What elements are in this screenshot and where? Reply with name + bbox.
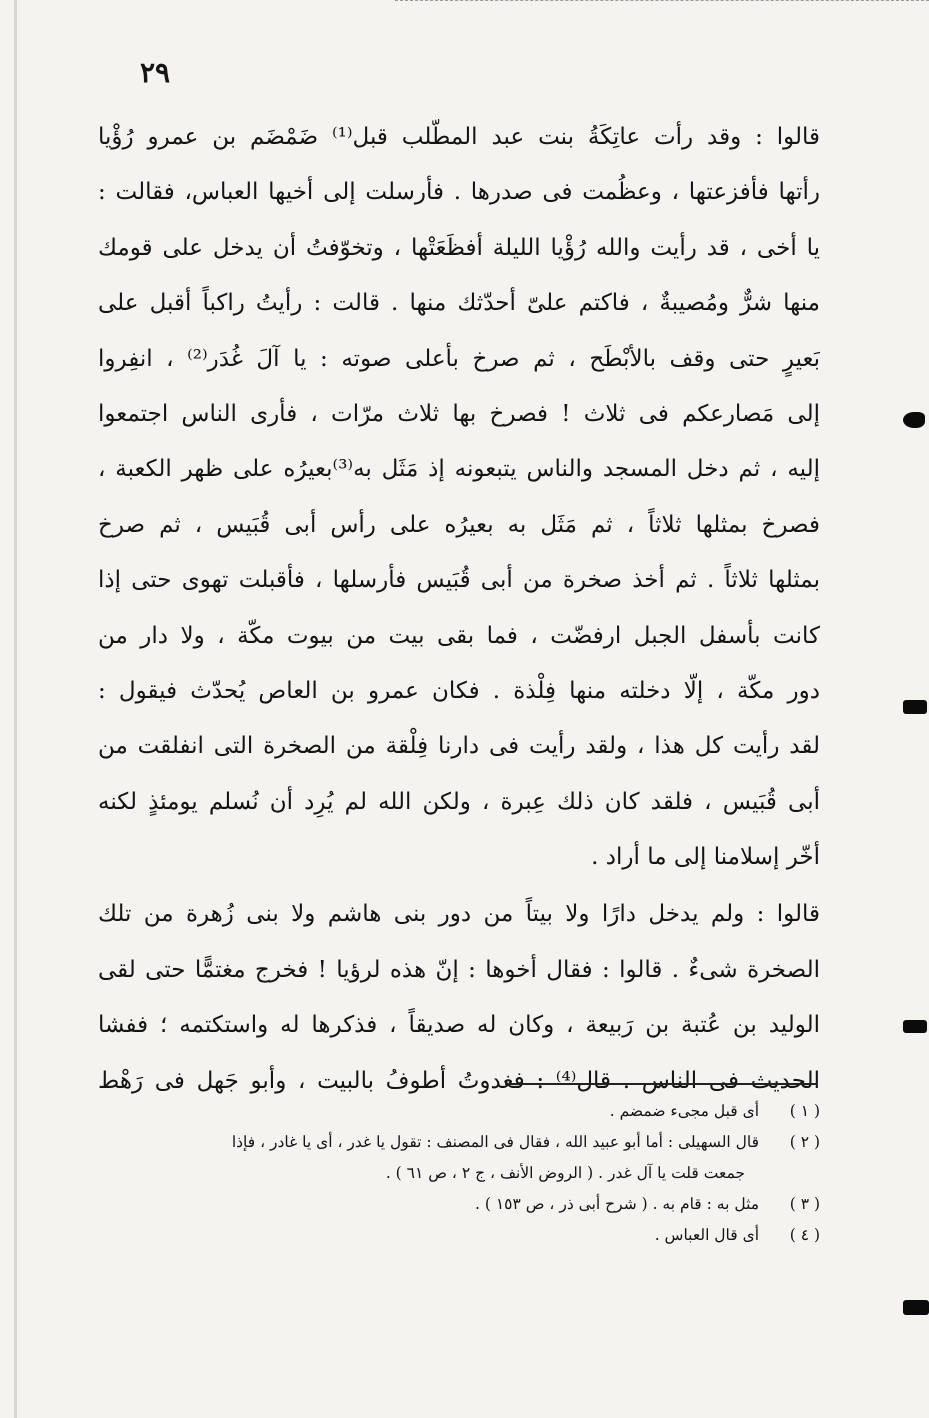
binding-edge — [14, 0, 17, 1418]
footnote-number: ( ١ ) — [789, 1102, 820, 1120]
ink-blot — [903, 412, 925, 428]
footnote-continuation — [88, 1158, 820, 1189]
footnote — [88, 1127, 820, 1158]
text-line: الصخرة شىءٌ . قالوا : فقال أخوها : إنّ هذه لرؤيا ! فخرج مغتمًّا حتى لقى — [98, 956, 820, 983]
text-line: بمثلها ثلاثاً . ثم أخذ صخرة من أبى قُبَيس فأرسلها ، فأقبلت تهوى حتى إذا — [98, 567, 820, 594]
footnote-text: جمعت قلت يا آل غدر . ( الروض الأنف ، ج ٢ ، ص ٦١ ) . — [385, 1164, 745, 1182]
footnote-separator — [505, 1083, 817, 1085]
page-number: ٢٩ — [140, 56, 171, 89]
text-line: أخّر إسلامنا إلى ما أراد . — [591, 844, 820, 871]
footnotes — [88, 1096, 820, 1251]
footnote — [88, 1220, 820, 1251]
text-line: منها شرٌّ ومُصيبةٌ ، فاكتم علىّ أحدّثك منها . قالت : رأيتُ راكباً أقبل على — [98, 290, 820, 317]
main-text — [98, 110, 820, 1109]
text-line: بَعيرٍ حتى وقف بالأبْطَح ، ثم صرخ بأعلى صوته : يا آلَ غُدَر⁽²⁾ ، انفِروا — [98, 345, 820, 372]
text-line: أبى قُبَيس ، فلقد كان ذلك عِبرة ، ولكن الله لم يُرِد أن نُسلم يومئذٍ لكنه — [98, 788, 820, 815]
top-dashed-rule — [395, 0, 929, 1]
footnote-number: ( ٤ ) — [789, 1226, 820, 1244]
ink-blot — [903, 700, 927, 714]
text-line: دور مكّة ، إلّا دخلته منها فِلْذة . فكان عمرو بن العاص يُحدّث فيقول : — [98, 677, 820, 704]
footnote-text: مثل به : قام به . ( شرح أبى ذر ، ص ١٥٣ ) . — [475, 1195, 760, 1213]
text-line: قالوا : ولم يدخل دارًا ولا بيتاً من دور بنى هاشم ولا بنى زُهرة من تلك — [98, 901, 820, 928]
footnote — [88, 1096, 820, 1127]
text-line: الحديث فى الناس . قال⁽⁴⁾ : فغدوتُ أطوفُ بالبيت ، وأبو جَهل فى رَهْط — [98, 1067, 820, 1094]
footnote-text: أى قال العباس . — [654, 1226, 760, 1244]
text-line: يا أخى ، قد رأيت والله رُؤْيا الليلة أفظَعَتْها ، وتخوّفتُ أن يدخل على قومك — [98, 234, 820, 261]
text-line: الوليد بن عُتبة بن رَبيعة ، وكان له صديقاً ، فذكرها له واستكتمه ؛ ففشا — [98, 1012, 820, 1039]
footnote-number: ( ٢ ) — [789, 1133, 820, 1151]
footnote-text: أى قبل مجىء ضمضم . — [609, 1102, 760, 1120]
footnote-number: ( ٣ ) — [789, 1195, 820, 1213]
text-line: كانت بأسفل الجبل ارفضّت ، فما بقى بيت من بيوت مكّة ، ولا دار من — [98, 622, 820, 649]
text-line: لقد رأيت كل هذا ، ولقد رأيت فى دارنا فِلْقة من الصخرة التى انفلقت من — [98, 733, 820, 760]
text-line: قالوا : وقد رأت عاتِكَةُ بنت عبد المطّلب قبل⁽¹⁾ ضَمْضَم بن عمرو رُؤْيا — [98, 124, 820, 150]
ink-blot — [903, 1300, 929, 1315]
ink-blot — [903, 1020, 927, 1033]
text-line: فصرخ بمثلها ثلاثاً ، ثم مَثَل به بعيرُه على رأس أبى قُبَيس ، ثم صرخ — [98, 511, 820, 538]
text-line: إلى مَصارعكم فى ثلاث ! فصرخ بها ثلاث مرّات ، فأرى الناس اجتمعوا — [98, 400, 820, 427]
footnote — [88, 1189, 820, 1220]
footnote-text: قال السهيلى : أما أبو عبيد الله ، فقال فى المصنف : تقول يا غدر ، أى يا غادر ، فإذا — [231, 1133, 760, 1151]
text-line: إليه ، ثم دخل المسجد والناس يتبعونه إذ مَثَل به⁽³⁾بعيرُه على ظهر الكعبة ، — [98, 456, 820, 483]
text-line: رأتها فأفزعتها ، وعظُمت فى صدرها . فأرسلت إلى أخيها العباس، فقالت : — [98, 179, 820, 206]
